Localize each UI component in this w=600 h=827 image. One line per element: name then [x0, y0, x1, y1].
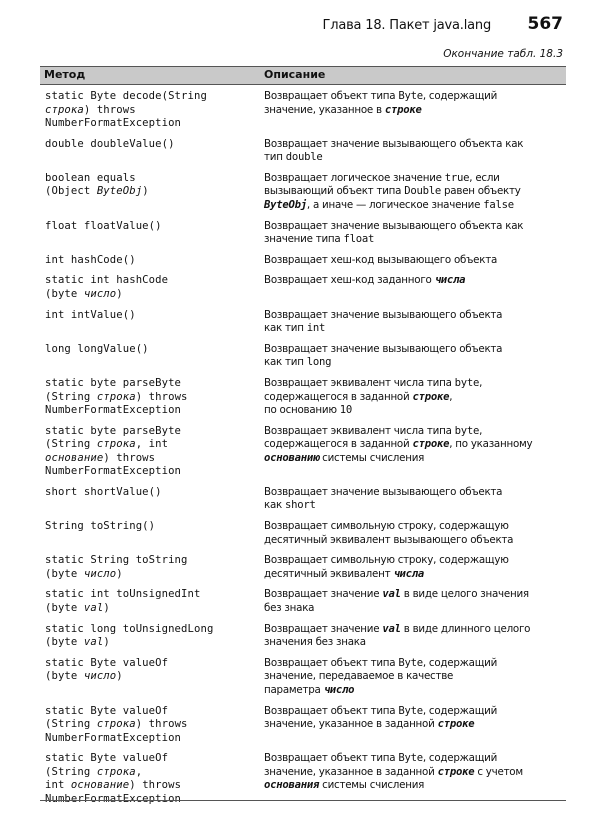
- table-row: [40, 657, 566, 705]
- method-text: строка: [96, 718, 136, 730]
- description-line: [264, 425, 564, 439]
- description-text: Возвращает значение вызывающего объекта как: [264, 137, 524, 150]
- method-line: [45, 452, 257, 466]
- description-line: [264, 718, 564, 732]
- method-text: val: [83, 636, 104, 649]
- method-text: int: [45, 779, 71, 792]
- method-cell: [45, 705, 257, 746]
- method-line: [45, 220, 257, 234]
- description-line: [264, 343, 564, 357]
- description-cell: [264, 377, 564, 418]
- description-text: Byte: [398, 656, 423, 669]
- method-text: строка: [45, 103, 84, 116]
- method-cell: [45, 254, 257, 268]
- description-line: [264, 602, 564, 616]
- description-text: строке: [384, 103, 422, 116]
- description-text: ByteObj: [264, 198, 307, 211]
- method-text: ) throws: [129, 779, 182, 792]
- method-line: [45, 404, 257, 418]
- method-text: (String: [45, 390, 97, 403]
- description-text: десятичный эквивалент вызывающего объекта: [264, 533, 514, 546]
- table-row: [40, 486, 566, 520]
- method-text: static byte parseByte: [45, 377, 182, 389]
- method-cell: [45, 623, 257, 650]
- method-text: (String: [45, 765, 97, 778]
- description-line: [264, 779, 564, 793]
- description-text: системы счисления: [319, 451, 425, 464]
- description-text: системы счисления: [319, 779, 425, 792]
- description-text: Byte: [398, 752, 423, 765]
- table-caption: Окончание табл. 18.3: [443, 48, 563, 60]
- description-line: [264, 309, 564, 323]
- method-text: ): [103, 636, 110, 649]
- description-text: строке: [437, 765, 475, 778]
- description-line: [264, 705, 564, 719]
- description-text: , содержащий: [422, 90, 498, 102]
- method-text: static byte parseByte: [45, 424, 182, 437]
- description-text: Возвращает значение: [264, 588, 383, 601]
- method-text: static String toString: [45, 554, 188, 567]
- method-text: основание: [70, 779, 130, 792]
- description-text: , содержащий: [422, 704, 498, 717]
- method-text: ): [116, 567, 123, 580]
- method-line: [45, 554, 257, 568]
- method-text: ): [142, 185, 149, 198]
- description-text: основания: [264, 779, 320, 792]
- method-text: (byte: [45, 670, 84, 683]
- description-text: строке: [412, 438, 450, 451]
- description-line: [264, 172, 564, 186]
- description-text: val: [382, 588, 401, 601]
- description-cell: [264, 172, 564, 213]
- method-text: NumberFormatException: [45, 792, 182, 805]
- description-text: в виде целого значения: [400, 588, 529, 601]
- method-line: [45, 657, 257, 671]
- description-line: [264, 766, 564, 780]
- method-cell: [45, 588, 257, 615]
- description-text: Возвращает хеш-код заданного: [264, 274, 435, 287]
- description-text: , содержащий: [422, 656, 498, 669]
- method-text: (byte: [45, 601, 84, 614]
- method-text: ) throws: [135, 718, 188, 730]
- method-cell: [45, 274, 257, 301]
- description-cell: [264, 343, 564, 370]
- table-row: [40, 520, 566, 554]
- method-line: [45, 670, 257, 684]
- description-text: Возвращает значение вызывающего объекта: [264, 485, 503, 498]
- description-cell: [264, 588, 564, 615]
- table-row: [40, 343, 566, 377]
- description-line: [264, 233, 564, 247]
- method-cell: [45, 309, 257, 323]
- description-cell: [264, 623, 564, 650]
- description-line: [264, 623, 564, 637]
- description-text: Возвращает значение вызывающего объекта как: [264, 219, 524, 232]
- description-text: содержащегося в заданной: [264, 438, 413, 451]
- method-cell: [45, 554, 257, 581]
- method-text: short shortValue(): [45, 485, 162, 498]
- method-text: ) throws: [83, 103, 136, 116]
- method-line: [45, 288, 257, 302]
- method-line: [45, 718, 257, 732]
- method-text: ): [116, 670, 123, 683]
- method-text: float floatValue(): [45, 219, 162, 232]
- description-line: [264, 404, 564, 418]
- description-text: Возвращает символьную строку, содержащую: [264, 520, 509, 533]
- description-line: [264, 554, 564, 568]
- description-line: [264, 588, 564, 602]
- method-cell: [45, 657, 257, 684]
- column-header-description: Описание: [264, 68, 326, 81]
- description-text: число: [323, 683, 355, 696]
- method-line: [45, 117, 257, 131]
- description-text: как тип: [264, 322, 307, 335]
- description-text: long: [306, 356, 332, 369]
- description-text: числа: [434, 274, 466, 287]
- method-text: число: [83, 287, 117, 300]
- description-text: значение, указанное в заданной: [264, 765, 438, 778]
- method-text: static int hashCode: [45, 274, 169, 287]
- method-text: строка: [96, 765, 136, 778]
- description-cell: [264, 274, 564, 288]
- method-line: [45, 588, 257, 602]
- description-text: значения без знака: [264, 636, 366, 649]
- method-line: [45, 425, 257, 439]
- description-text: равен объекту: [441, 185, 521, 198]
- description-text: Возвращает объект типа: [264, 704, 399, 717]
- method-text: NumberFormatException: [45, 731, 182, 744]
- method-line: [45, 438, 257, 452]
- description-text: byte: [454, 377, 480, 389]
- method-text: static int toUnsignedInt: [45, 588, 201, 601]
- description-text: ,: [479, 424, 483, 437]
- method-line: [45, 138, 257, 152]
- description-text: Byte: [398, 90, 423, 102]
- table-row: [40, 554, 566, 588]
- description-text: Возвращает логическое значение: [264, 171, 445, 184]
- description-text: вызывающий объект типа: [264, 185, 405, 198]
- method-line: [45, 732, 257, 746]
- method-text: (byte: [45, 636, 84, 649]
- page-header: [0, 14, 563, 40]
- description-line: [264, 752, 564, 766]
- description-text: double: [285, 151, 323, 164]
- description-text: , по указанному: [449, 438, 533, 451]
- method-line: [45, 520, 257, 534]
- method-line: [45, 705, 257, 719]
- table-row: [40, 588, 566, 622]
- method-text: строка: [96, 438, 136, 451]
- description-text: Возвращает объект типа: [264, 656, 399, 669]
- description-line: [264, 568, 564, 582]
- description-text: числа: [393, 567, 424, 580]
- description-cell: [264, 90, 564, 117]
- description-text: Возвращает эквивалент числа типа: [264, 424, 455, 437]
- description-text: , а иначе — логическое значение: [306, 198, 484, 211]
- method-line: [45, 766, 257, 780]
- method-text: long longValue(): [45, 342, 149, 355]
- description-text: основанию: [264, 451, 320, 464]
- description-text: float: [343, 233, 375, 246]
- method-text: static Byte valueOf: [45, 656, 169, 669]
- method-line: [45, 343, 257, 357]
- description-text: int: [306, 322, 326, 335]
- description-text: Возвращает объект типа: [264, 752, 399, 765]
- method-line: [45, 185, 257, 199]
- description-text: Возвращает символьную строку, содержащую: [264, 554, 509, 567]
- method-text: boolean equals: [45, 171, 136, 184]
- description-text: Возвращает значение: [264, 622, 383, 635]
- method-text: (byte: [45, 567, 84, 580]
- description-line: [264, 486, 564, 500]
- description-cell: [264, 220, 564, 247]
- description-cell: [264, 554, 564, 581]
- description-text: в виде длинного целого: [400, 622, 531, 635]
- description-text: Возвращает хеш-код вызывающего объекта: [264, 253, 497, 266]
- method-text: static long toUnsignedLong: [45, 622, 214, 635]
- method-text: ): [116, 287, 123, 300]
- method-cell: [45, 220, 257, 234]
- method-line: [45, 623, 257, 637]
- method-line: [45, 254, 257, 268]
- description-text: тип: [264, 151, 286, 164]
- description-text: short: [285, 499, 316, 512]
- method-line: [45, 90, 257, 104]
- description-line: [264, 151, 564, 165]
- description-text: с учетом: [474, 765, 523, 778]
- description-text: Byte: [398, 704, 423, 717]
- method-line: [45, 104, 257, 118]
- method-text: (Object: [45, 185, 97, 198]
- description-text: ,: [479, 377, 483, 389]
- description-line: [264, 274, 564, 288]
- column-header-method: Метод: [44, 68, 86, 81]
- method-line: [45, 377, 257, 391]
- method-text: static Byte decode(String: [45, 90, 207, 102]
- description-text: значение типа: [264, 233, 344, 246]
- description-text: Возвращает эквивалент числа типа: [264, 377, 455, 389]
- method-text: ByteObj: [96, 185, 143, 198]
- description-text: без знака: [264, 601, 315, 614]
- method-text: double doubleValue(): [45, 137, 175, 150]
- table-row: [40, 377, 566, 425]
- description-text: byte: [454, 424, 480, 437]
- description-cell: [264, 752, 564, 793]
- table-row: [40, 172, 566, 220]
- description-text: значение, передаваемое в качестве: [264, 670, 454, 683]
- table-row: [40, 90, 566, 138]
- chapter-title: Глава 18. Пакет java.lang: [322, 18, 491, 33]
- method-text: int intValue(): [45, 308, 136, 321]
- description-text: параметра: [264, 683, 324, 696]
- method-text: ) throws: [103, 451, 156, 464]
- table-row: [40, 705, 566, 753]
- description-line: [264, 684, 564, 698]
- method-cell: [45, 90, 257, 131]
- description-text: содержащегося в заданной: [264, 390, 413, 403]
- method-cell: [45, 377, 257, 418]
- description-cell: [264, 425, 564, 466]
- table-row: [40, 309, 566, 343]
- description-cell: [264, 138, 564, 165]
- method-text: NumberFormatException: [45, 117, 182, 129]
- description-text: значение, указанное в заданной: [264, 718, 438, 730]
- description-text: строке: [437, 718, 475, 730]
- method-line: [45, 486, 257, 500]
- method-text: число: [83, 670, 117, 683]
- table-body: [40, 90, 566, 813]
- description-line: [264, 520, 564, 534]
- description-text: ,: [449, 390, 453, 403]
- method-text: static Byte valueOf: [45, 752, 169, 765]
- description-cell: [264, 309, 564, 336]
- method-text: , int: [135, 438, 169, 451]
- description-text: Возвращает объект типа: [264, 90, 399, 102]
- description-text: Возвращает значение вызывающего объекта: [264, 342, 503, 355]
- description-line: [264, 499, 564, 513]
- description-line: [264, 220, 564, 234]
- description-cell: [264, 705, 564, 732]
- method-text: (byte: [45, 287, 84, 300]
- method-text: String toString(): [45, 520, 156, 533]
- table-row: [40, 138, 566, 172]
- method-line: [45, 602, 257, 616]
- method-cell: [45, 343, 257, 357]
- table-row: [40, 254, 566, 275]
- method-text: val: [83, 601, 104, 614]
- table-row: [40, 623, 566, 657]
- method-line: [45, 309, 257, 323]
- table-row: [40, 274, 566, 308]
- description-text: 10: [339, 404, 353, 416]
- method-line: [45, 636, 257, 650]
- description-text: строке: [412, 390, 450, 403]
- description-text: true: [444, 171, 470, 184]
- description-text: как: [264, 499, 286, 512]
- description-text: как тип: [264, 356, 307, 369]
- method-cell: [45, 752, 257, 806]
- description-line: [264, 199, 564, 213]
- method-cell: [45, 138, 257, 152]
- description-line: [264, 391, 564, 405]
- description-line: [264, 356, 564, 370]
- method-text: ,: [135, 765, 143, 778]
- table-row: [40, 425, 566, 486]
- table-row: [40, 220, 566, 254]
- description-text: , содержащий: [422, 752, 498, 765]
- method-line: [45, 391, 257, 405]
- method-text: int hashCode(): [45, 253, 136, 266]
- description-line: [264, 254, 564, 268]
- description-line: [264, 534, 564, 548]
- method-cell: [45, 486, 257, 500]
- description-text: false: [483, 198, 514, 211]
- method-text: строка: [96, 390, 136, 403]
- description-line: [264, 377, 564, 391]
- description-cell: [264, 520, 564, 547]
- page-number: 567: [527, 14, 563, 34]
- method-cell: [45, 172, 257, 199]
- method-text: основание: [45, 451, 104, 464]
- table-header: [40, 66, 566, 85]
- description-line: [264, 138, 564, 152]
- method-line: [45, 779, 257, 793]
- method-cell: [45, 425, 257, 479]
- description-line: [264, 438, 564, 452]
- description-line: [264, 104, 564, 118]
- method-text: число: [83, 567, 117, 580]
- description-line: [264, 185, 564, 199]
- description-text: Double: [404, 185, 441, 198]
- method-text: ) throws: [135, 390, 188, 403]
- method-line: [45, 568, 257, 582]
- description-cell: [264, 254, 564, 268]
- description-cell: [264, 657, 564, 698]
- method-text: (String: [45, 438, 97, 451]
- method-text: (String: [45, 718, 97, 730]
- description-text: Возвращает значение вызывающего объекта: [264, 308, 503, 321]
- description-line: [264, 90, 564, 104]
- method-line: [45, 172, 257, 186]
- method-line: [45, 752, 257, 766]
- table-bottom-rule: [40, 800, 566, 801]
- description-text: десятичный эквивалент: [264, 567, 394, 580]
- method-text: static Byte valueOf: [45, 704, 169, 717]
- method-text: ): [103, 601, 110, 614]
- description-text: по основанию: [264, 404, 340, 416]
- table-row: [40, 752, 566, 813]
- method-line: [45, 465, 257, 479]
- description-line: [264, 452, 564, 466]
- description-cell: [264, 486, 564, 513]
- methods-table: [40, 66, 566, 813]
- method-text: NumberFormatException: [45, 465, 182, 478]
- description-line: [264, 636, 564, 650]
- description-text: значение, указанное в: [264, 103, 385, 116]
- description-line: [264, 670, 564, 684]
- description-line: [264, 322, 564, 336]
- method-cell: [45, 520, 257, 534]
- description-line: [264, 657, 564, 671]
- method-text: NumberFormatException: [45, 404, 182, 416]
- description-text: val: [382, 622, 401, 635]
- method-line: [45, 274, 257, 288]
- description-text: , если: [469, 171, 500, 184]
